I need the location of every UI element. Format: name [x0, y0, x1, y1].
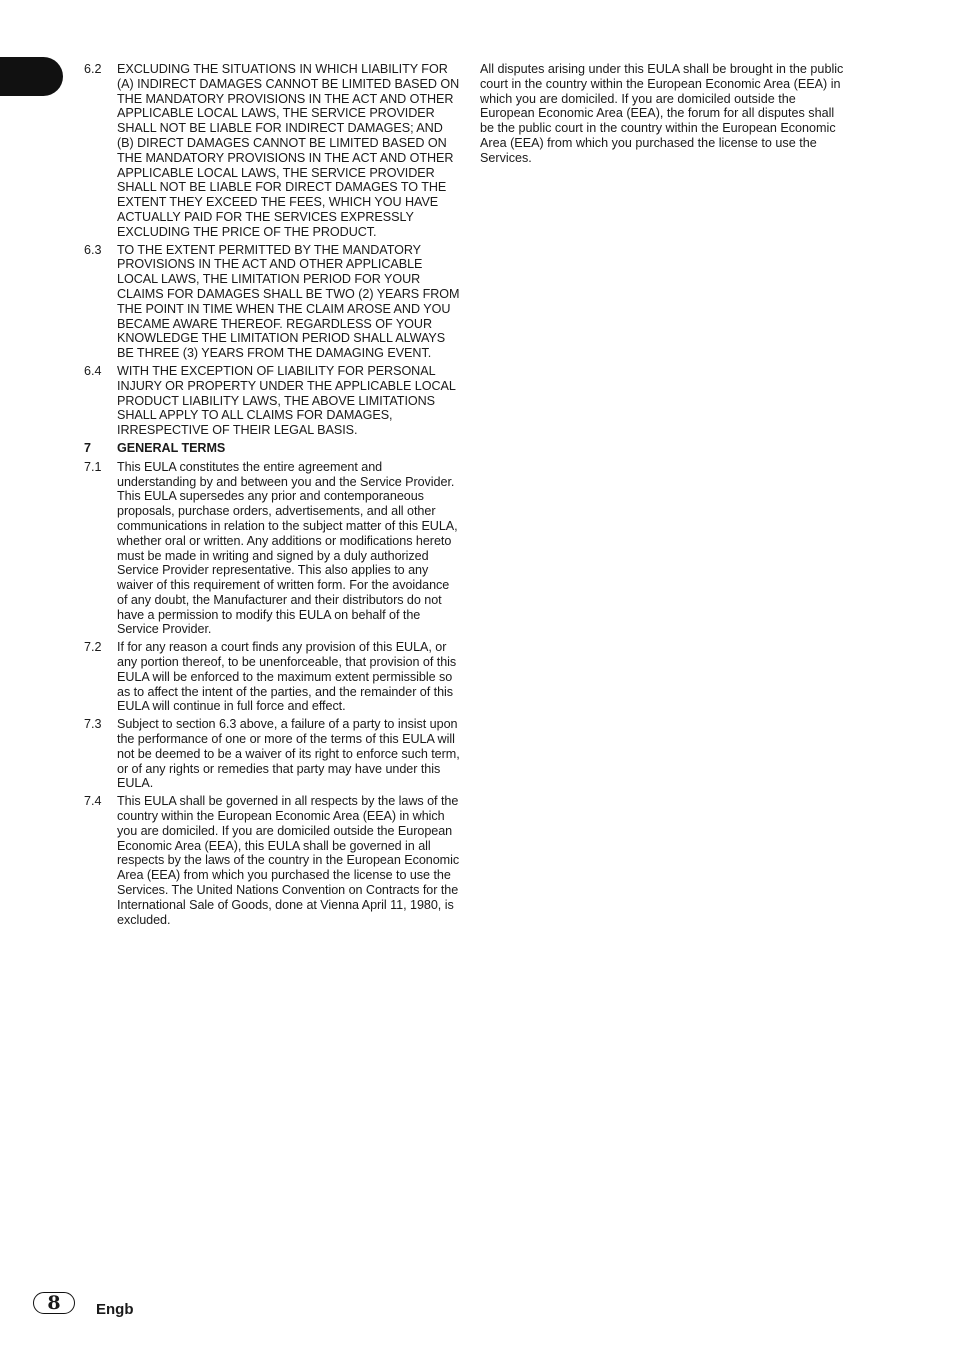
clause-text: TO THE EXTENT PERMITTED BY THE MANDATORY PROVISIONS IN THE ACT AND OTHER APPLICABLE LOCAL LAWS, THE LIMITATION PERIOD FOR YOUR CLAIMS FOR DAMAGES SHALL BE TWO (2) YEARS FROM THE POINT IN TIME WHEN THE CLAIM AROSE AND YOU BECAME AWARE THEREOF. REGARDLESS OF YOUR KNOWLEDGE THE LIMITATION PERIOD SHALL ALWAYS BE THREE (3) YEARS FROM THE DAMAGING EVENT. [117, 242, 460, 361]
clause-number: 7.1 [84, 459, 102, 474]
chapter-tab-marker [0, 57, 63, 96]
clause-6-3 [84, 243, 460, 361]
clause-number: 7.2 [84, 640, 102, 655]
clause-number: 7.3 [84, 717, 102, 732]
clause-text: If for any reason a court finds any provision of this EULA, or any portion thereof, to be unenforceable, that provision of this EULA will be enforced to the maximum extent permissible so as to affect the intent of the parties, and the remainder of this EULA will continue in full force and effect. [117, 640, 457, 714]
left-column [84, 62, 460, 930]
page-number-badge: 8 [33, 1292, 75, 1314]
clause-number: 7.4 [84, 794, 102, 809]
clause-text: WITH THE EXCEPTION OF LIABILITY FOR PERSONAL INJURY OR PROPERTY UNDER THE APPLICABLE LOCAL PRODUCT LIABILITY LAWS, THE ABOVE LIMITATIONS SHALL APPLY TO ALL CLAIMS FOR DAMAGES, IRRESPECTIVE OF THEIR LEGAL BASIS. [117, 363, 456, 438]
clause-6-2 [84, 62, 460, 240]
page-footer [33, 1287, 134, 1318]
clause-7-1 [84, 460, 460, 638]
clause-number: 6.3 [84, 242, 102, 257]
language-code: Engb [96, 1301, 134, 1318]
clause-text: This EULA constitutes the entire agreement and understanding by and between you and the Service Provider. This EULA supersedes any prior and contemporaneous proposals, purchase orders, advertisements, and all other communications in relation to the subject matter of this EULA, whether oral or written. Any additions or modifications hereto must be made in writing and signed by a duly authorized Service Provider representative. This also applies to any waiver of this requirement of written form. For the avoidance of any doubt, the Manufacturer and their distributors do not have a permission to modify this EULA on behalf of the Service Provider. [117, 459, 458, 637]
section-title: GENERAL TERMS [117, 440, 226, 455]
clause-6-4 [84, 364, 460, 438]
section-number: 7 [84, 440, 92, 455]
clause-number: 6.2 [84, 62, 102, 76]
clause-7-4 [84, 794, 460, 927]
clause-number: 6.4 [84, 363, 102, 378]
right-column [480, 62, 848, 166]
clause-text: This EULA shall be governed in all respects by the laws of the country within the European Economic Area (EEA) in which you are domiciled. If you are domiciled outside the European Economic Area (EEA), this EULA shall be governed in all respects by the laws of the country in the European Economic Area (EEA) from which you purchased the license to use the Services. The United Nations Convention on Contracts for the International Sale of Goods, done at Vienna April 11, 1980, is excluded. [117, 794, 460, 927]
section-heading-general-terms [84, 441, 460, 456]
disputes-paragraph: All disputes arising under this EULA shall be brought in the public court in the country within the European Economic Area (EEA) in which you are domiciled. If you are domiciled outside the European Economic Area (EEA), the forum for all disputes shall be the public court in the country within the European Economic Area (EEA) from which you purchased the license to use the Services. [480, 62, 844, 165]
clause-text: EXCLUDING THE SITUATIONS IN WHICH LIABILITY FOR (A) INDIRECT DAMAGES CANNOT BE LIMITED BASED ON THE MANDATORY PROVISIONS IN THE ACT AND OTHER APPLICABLE LOCAL LAWS, THE SERVICE PROVIDER SHALL NOT BE LIABLE FOR INDIRECT DAMAGES; AND (B) DIRECT DAMAGES CANNOT BE LIMITED BASED ON THE MANDATORY PROVISIONS IN THE ACT AND OTHER APPLICABLE LOCAL LAWS, THE SERVICE PROVIDER SHALL NOT BE LIABLE FOR DIRECT DAMAGES TO THE EXTENT THEY EXCEED THE FEES, WHICH YOU HAVE ACTUALLY PAID FOR THE SERVICES EXPRESSLY EXCLUDING THE PRICE OF THE PRODUCT. [117, 62, 460, 239]
clause-7-3 [84, 717, 460, 791]
clause-text: Subject to section 6.3 above, a failure of a party to insist upon the performance of one or more of the terms of this EULA will not be deemed to be a waiver of its right to enforce such term, or of any rights or remedies that party may have under this EULA. [117, 717, 460, 791]
clause-7-2 [84, 640, 460, 714]
